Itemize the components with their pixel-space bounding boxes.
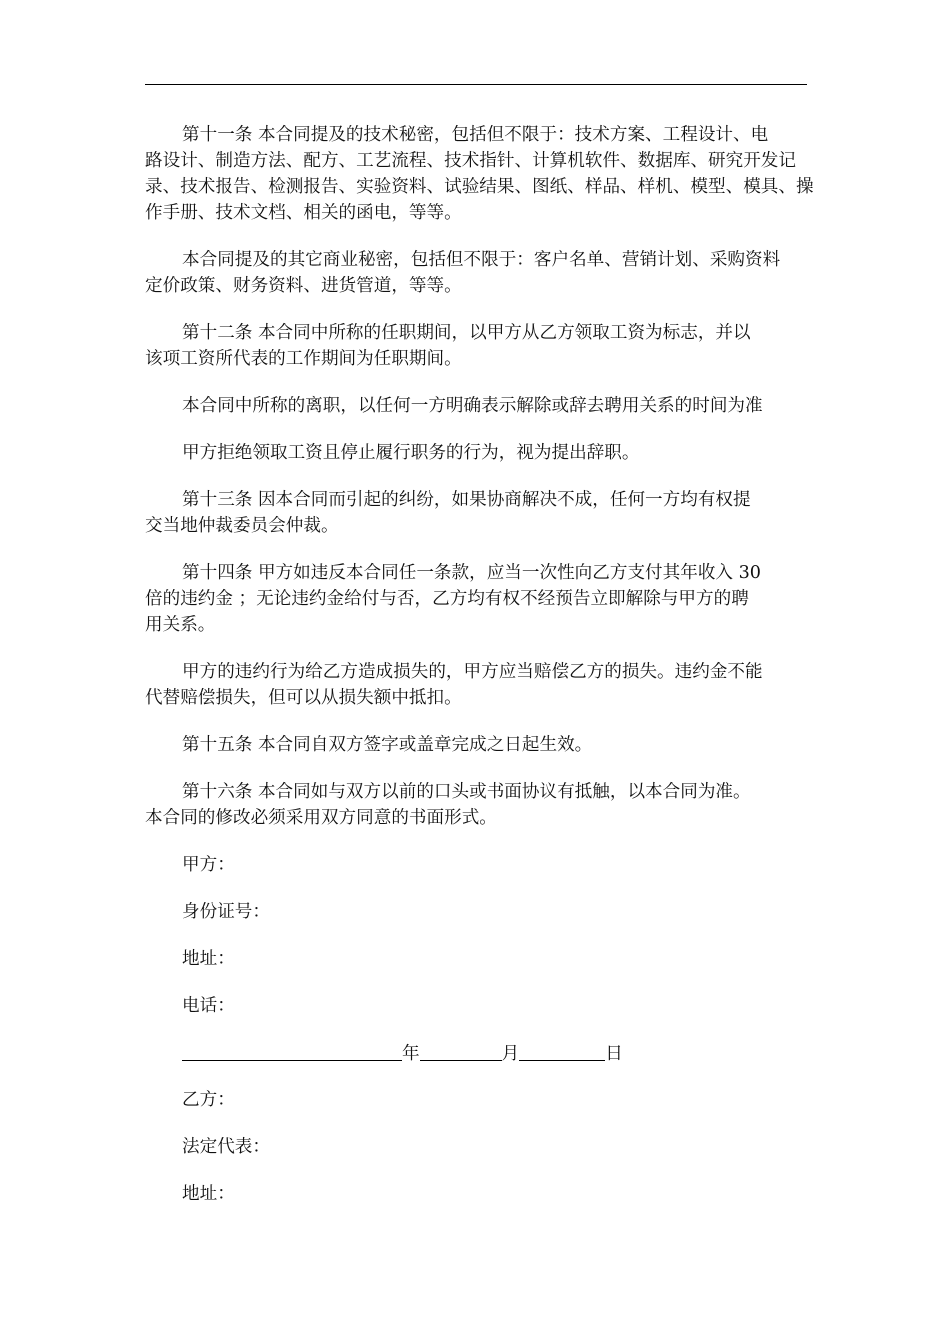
paragraph-line: 用关系。: [145, 615, 216, 635]
paragraph-line: 第十三条 因本合同而引起的纠纷，如果协商解决不成，任何一方均有权提: [182, 490, 751, 510]
paragraph: [145, 560, 815, 638]
date-line: 年 月 日: [145, 1040, 815, 1066]
paragraph: [145, 122, 815, 226]
paragraph-line: 甲方的违约行为给乙方造成损失的，甲方应当赔偿乙方的损失。违约金不能: [182, 662, 763, 682]
paragraph-line: 代替赔偿损失，但可以从损失额中抵扣。: [145, 688, 462, 708]
paragraph: [145, 487, 815, 539]
paragraph: [145, 393, 815, 419]
paragraph-line: 倍的违约金 ；无论违约金给付与否，乙方均有权不经预告立即解除与甲方的聘: [145, 589, 749, 609]
day-blank[interactable]: [519, 1040, 605, 1061]
document-body: [145, 122, 815, 1228]
paragraph: [145, 732, 815, 758]
paragraph-line: 作手册、技术文档、相关的函电，等等。: [145, 203, 462, 223]
party-b-rep: 法定代表：: [182, 1137, 270, 1157]
clauses: [145, 122, 815, 831]
paragraph-line: 本合同提及的其它商业秘密，包括但不限于：客户名单、营销计划、采购资料: [182, 250, 781, 270]
year-blank[interactable]: [182, 1040, 402, 1061]
paragraph-line: 该项工资所代表的工作期间为任职期间。: [145, 349, 462, 369]
party-b-label: 乙方：: [182, 1090, 235, 1110]
paragraph-line: 交当地仲裁委员会仲裁。: [145, 516, 339, 536]
paragraph-line: 第十六条 本合同如与双方以前的口头或书面协议有抵触，以本合同为准。: [182, 782, 751, 802]
party-a-phone: 电话：: [182, 996, 235, 1016]
paragraph: [145, 779, 815, 831]
paragraph-line: 第十一条 本合同提及的技术秘密，包括但不限于：技术方案、工程设计、电: [182, 125, 769, 145]
header-rule: [145, 84, 807, 85]
paragraph: [145, 659, 815, 711]
paragraph-line: 第十五条 本合同自双方签字或盖章完成之日起生效。: [182, 735, 593, 755]
paragraph-line: 第十二条 本合同中所称的任职期间，以甲方从乙方领取工资为标志，并以: [182, 323, 751, 343]
paragraph-line: 录、技术报告、检测报告、实验资料、试验结果、图纸、样品、样机、模型、模具、操: [145, 177, 814, 197]
paragraph-line: 本合同的修改必须采用双方同意的书面形式。: [145, 808, 497, 828]
paragraph-line: 第十四条 甲方如违反本合同任一条款，应当一次性向乙方支付其年收入 30: [182, 563, 761, 583]
paragraph-line: 甲方拒绝领取工资且停止履行职务的行为，视为提出辞职。: [182, 443, 640, 463]
paragraph-line: 路设计、制造方法、配方、工艺流程、技术指针、计算机软件、数据库、研究开发记: [145, 151, 796, 171]
party-a-id: 身份证号：: [182, 902, 270, 922]
paragraph: [145, 247, 815, 299]
paragraph: [145, 320, 815, 372]
month-blank[interactable]: [420, 1040, 502, 1061]
paragraph-line: 本合同中所称的离职，以任何一方明确表示解除或辞去聘用关系的时间为准: [182, 396, 763, 416]
party-b-address: 地址：: [182, 1184, 235, 1204]
party-a-address: 地址：: [182, 949, 235, 969]
paragraph: [145, 440, 815, 466]
paragraph-line: 定价政策、财务资料、进货管道，等等。: [145, 276, 462, 296]
party-a-label: 甲方：: [182, 855, 235, 875]
